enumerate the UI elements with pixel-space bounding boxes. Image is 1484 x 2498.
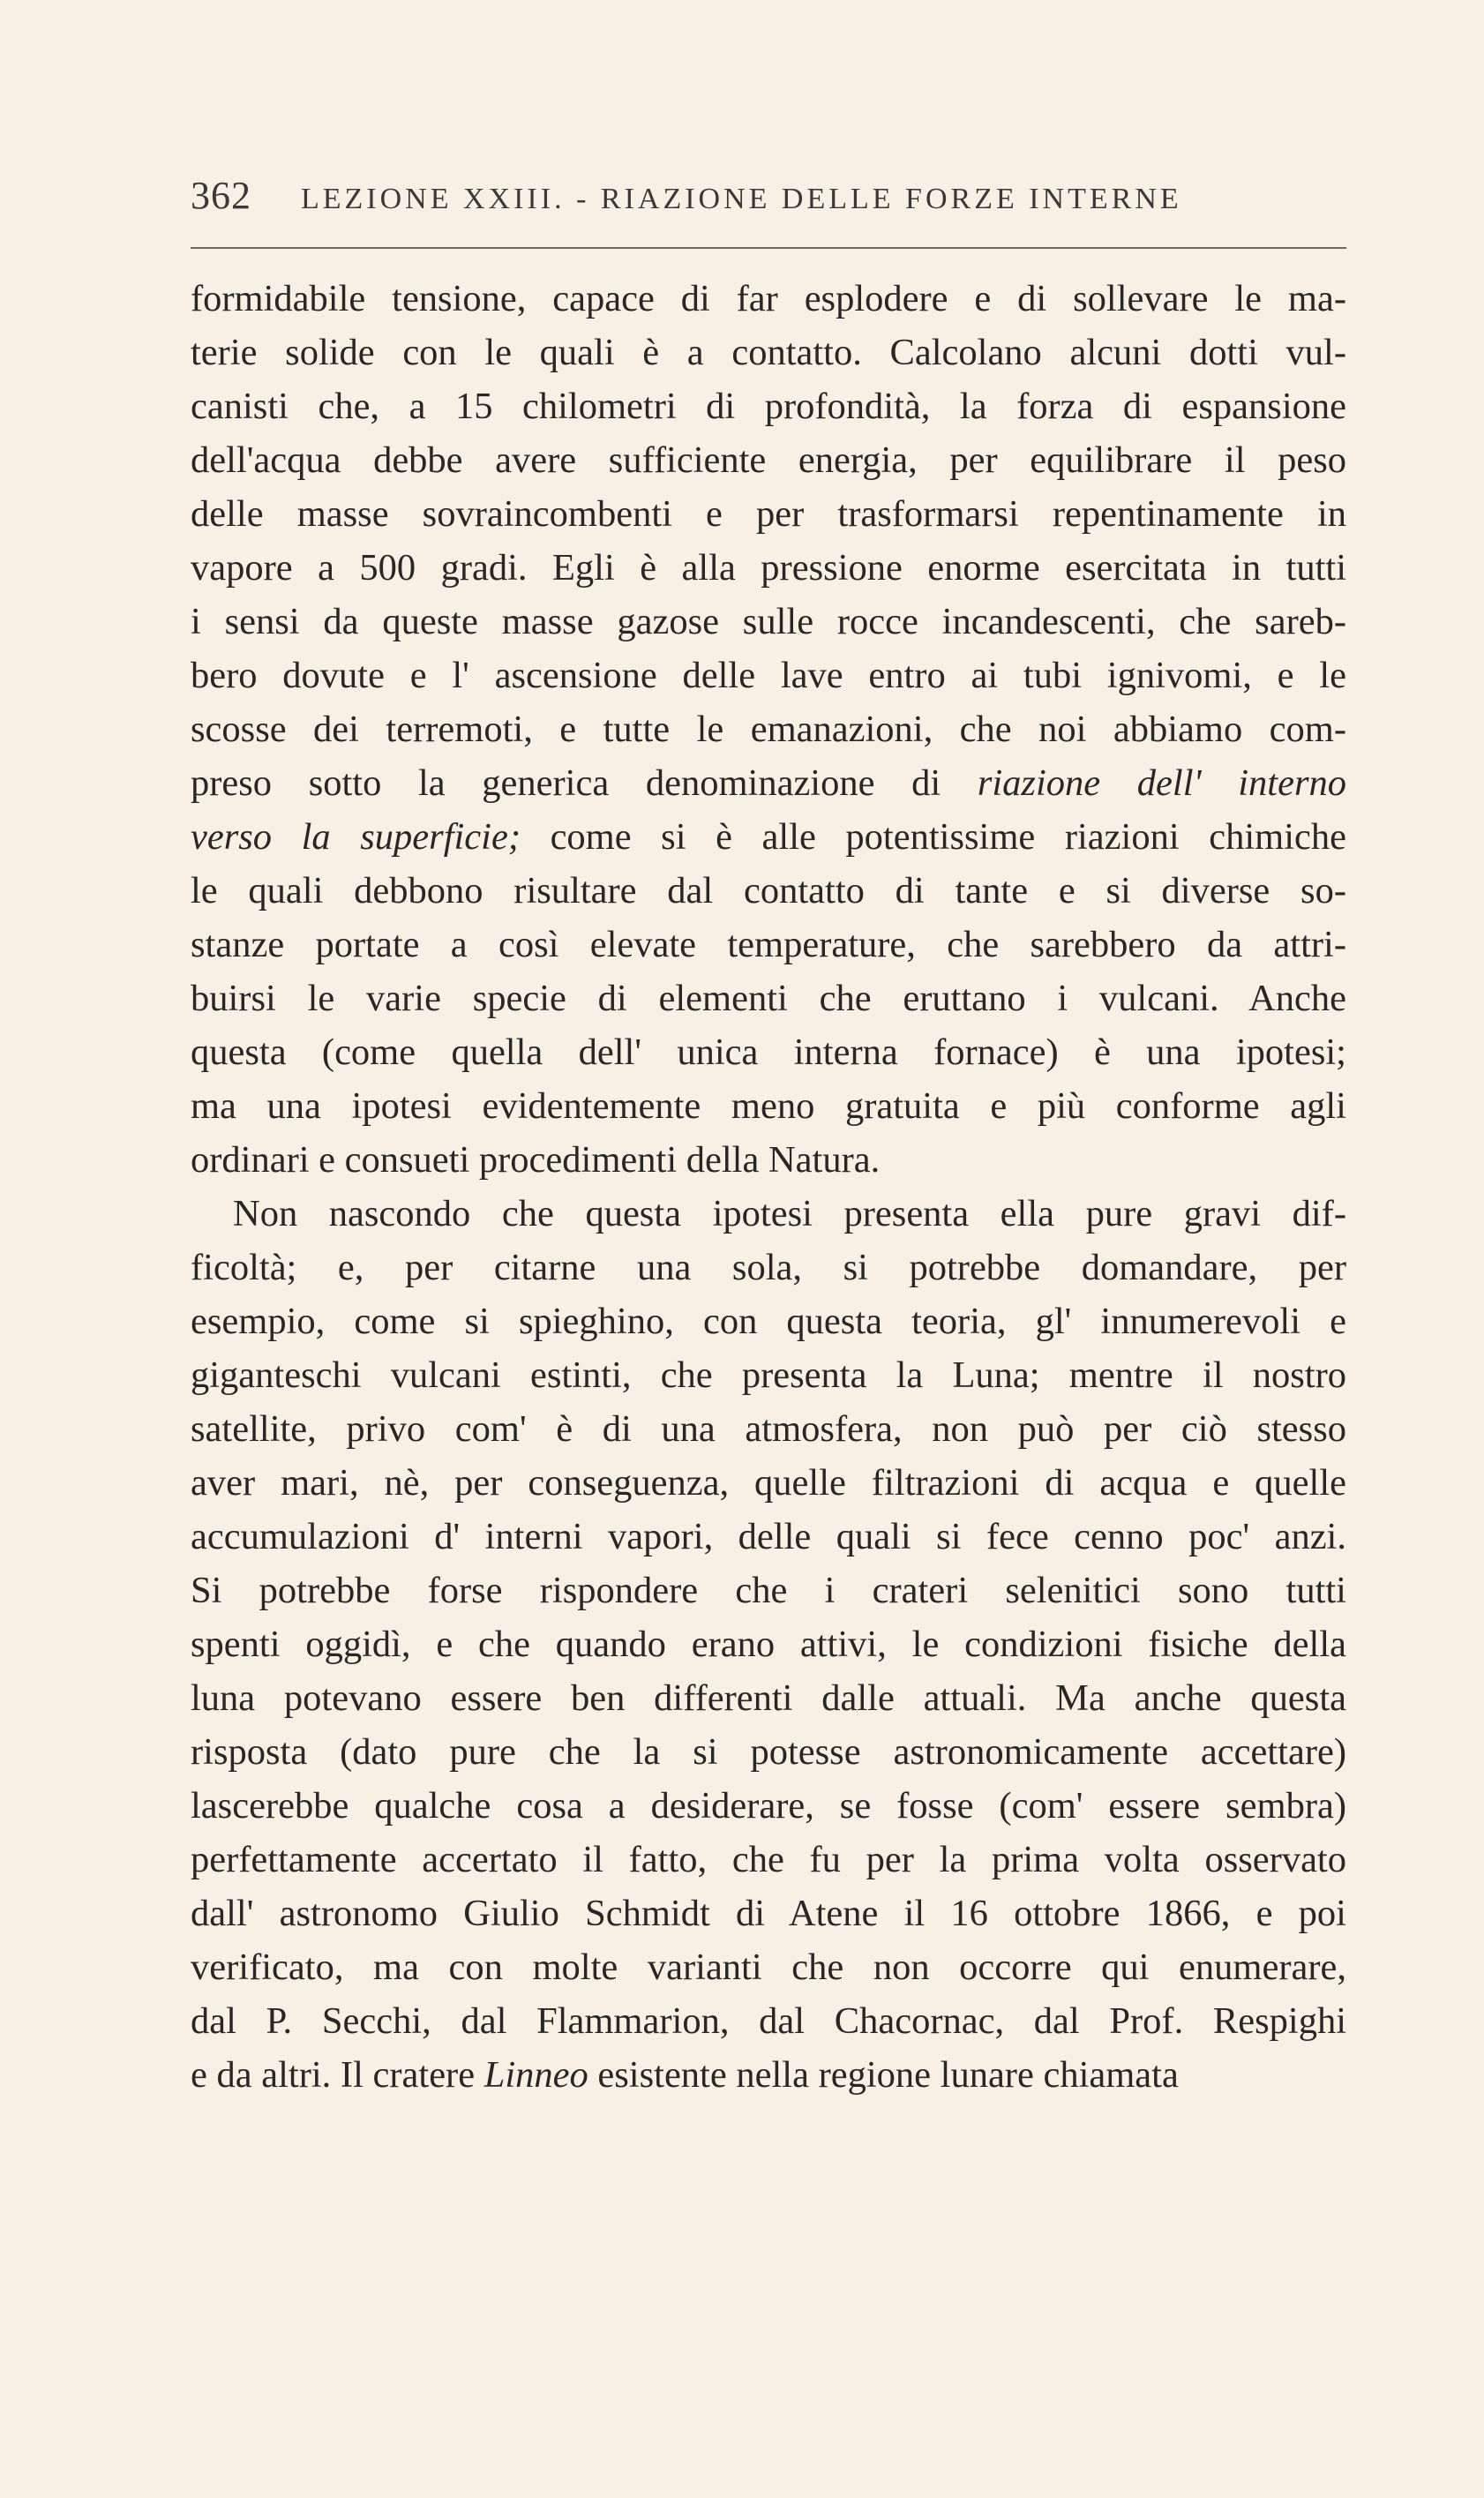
text-run: bero dovute e l' ascensione delle lave entro ai tubi ignivomi, e le: [191, 655, 1346, 696]
text-run: luna potevano essere ben differenti dalle attuali. Ma anche questa: [191, 1677, 1346, 1719]
page-number: 362: [191, 174, 251, 217]
text-line: [191, 1887, 1346, 1940]
text-line: [191, 702, 1346, 756]
text-run: preso sotto la generica denominazione di: [191, 762, 978, 804]
text-line: [191, 756, 1346, 810]
text-line: [191, 1510, 1346, 1564]
running-title: LEZIONE XXIII. - RIAZIONE DELLE FORZE INTERNE: [301, 183, 1182, 215]
text-line: [191, 379, 1346, 433]
text-line: [191, 487, 1346, 541]
text-line: [191, 1025, 1346, 1079]
text-line: [191, 1833, 1346, 1887]
text-line: [191, 864, 1346, 918]
paragraph: [191, 1187, 1346, 2102]
text-run: risposta (dato pure che la si potesse astronomicamente accettare): [191, 1731, 1346, 1773]
text-line: [191, 1133, 1346, 1187]
text-run: canisti che, a 15 chilometri di profondità, la forza di espansione: [191, 386, 1346, 427]
italic-text: riazione dell' interno: [977, 762, 1346, 804]
text-line: [191, 1079, 1346, 1133]
text-run: spenti oggidì, e che quando erano attivi, le condizioni fisiche della: [191, 1624, 1346, 1665]
text-run: dell'acqua debbe avere sufficiente energia, per equilibrare il peso: [191, 439, 1346, 481]
text-line: [191, 1994, 1346, 2048]
text-line: [191, 1402, 1346, 1456]
text-run: ma una ipotesi evidentemente meno gratuita e più conforme agli: [191, 1085, 1346, 1127]
text-run: Non nascondo che questa ipotesi presenta ella pure gravi dif-: [233, 1193, 1346, 1234]
text-run: dal P. Secchi, dal Flammarion, dal Chacornac, dal Prof. Respighi: [191, 2000, 1346, 2042]
text-run: satellite, privo com' è di una atmosfera, non può per ciò stesso: [191, 1408, 1346, 1450]
text-run: accumulazioni d' interni vapori, delle quali si fece cenno poc' anzi.: [191, 1516, 1346, 1557]
text-line: [191, 1940, 1346, 1994]
text-run: esistente nella regione lunare chiamata: [588, 2054, 1179, 2096]
text-line: [191, 1564, 1346, 1617]
text-line: [191, 2048, 1346, 2102]
text-run: vapore a 500 gradi. Egli è alla pressione enorme esercitata in tutti: [191, 547, 1346, 589]
text-line: [191, 1671, 1346, 1725]
text-run: come si è alle potentissime riazioni chimiche: [521, 816, 1346, 858]
text-run: scosse dei terremoti, e tutte le emanazioni, che noi abbiamo com-: [191, 709, 1346, 750]
text-line: [191, 1456, 1346, 1510]
text-line: [191, 918, 1346, 971]
text-run: e da altri. Il cratere: [191, 2054, 484, 2096]
italic-text: Linneo: [483, 2054, 588, 2096]
text-run: delle masse sovraincombenti e per trasformarsi repentinamente in: [191, 493, 1346, 535]
text-run: formidabile tensione, capace di far esplodere e di sollevare le ma-: [191, 278, 1346, 319]
text-line: [191, 1617, 1346, 1671]
italic-text: verso la superficie;: [191, 816, 521, 858]
text-run: ordinari e consueti procedimenti della Natura.: [191, 1139, 881, 1181]
body-text: [191, 272, 1346, 2102]
text-run: i sensi da queste masse gazose sulle rocce incandescenti, che sareb-: [191, 601, 1346, 642]
text-line: [191, 541, 1346, 595]
text-run: lascerebbe qualche cosa a desiderare, se fosse (com' essere sembra): [191, 1785, 1346, 1827]
text-line: [191, 1241, 1346, 1294]
text-line: [191, 649, 1346, 702]
text-run: Si potrebbe forse rispondere che i crateri selenitici sono tutti: [191, 1570, 1346, 1611]
text-line: [191, 971, 1346, 1025]
text-line: [191, 1294, 1346, 1348]
text-run: terie solide con le quali è a contatto. Calcolano alcuni dotti vul-: [191, 332, 1346, 373]
text-run: dall' astronomo Giulio Schmidt di Atene il 16 ottobre 1866, e poi: [191, 1893, 1346, 1934]
text-run: buirsi le varie specie di elementi che eruttano i vulcani. Anche: [191, 978, 1346, 1019]
text-run: le quali debbono risultare dal contatto di tante e si diverse so-: [191, 870, 1346, 911]
running-head: [191, 173, 1306, 226]
text-run: aver mari, nè, per conseguenza, quelle filtrazioni di acqua e quelle: [191, 1462, 1346, 1504]
header-rule: [191, 247, 1346, 249]
text-run: perfettamente accertato il fatto, che fu per la prima volta osservato: [191, 1839, 1346, 1880]
text-line: [191, 810, 1346, 864]
text-run: questa (come quella dell' unica interna fornace) è una ipotesi;: [191, 1031, 1346, 1073]
text-run: esempio, come si spieghino, con questa teoria, gl' innumerevoli e: [191, 1301, 1346, 1342]
text-line: [191, 272, 1346, 326]
text-line: [191, 1187, 1346, 1241]
text-run: stanze portate a così elevate temperature, che sarebbero da attri-: [191, 924, 1346, 965]
text-line: [191, 1348, 1346, 1402]
text-run: verificato, ma con molte varianti che non occorre qui enumerare,: [191, 1947, 1346, 1988]
text-line: [191, 326, 1346, 379]
text-line: [191, 595, 1346, 649]
text-line: [191, 1725, 1346, 1779]
text-line: [191, 1779, 1346, 1833]
text-run: ficoltà; e, per citarne una sola, si potrebbe domandare, per: [191, 1247, 1346, 1288]
paragraph: [191, 272, 1346, 1187]
text-run: giganteschi vulcani estinti, che presenta la Luna; mentre il nostro: [191, 1354, 1346, 1396]
text-line: [191, 433, 1346, 487]
